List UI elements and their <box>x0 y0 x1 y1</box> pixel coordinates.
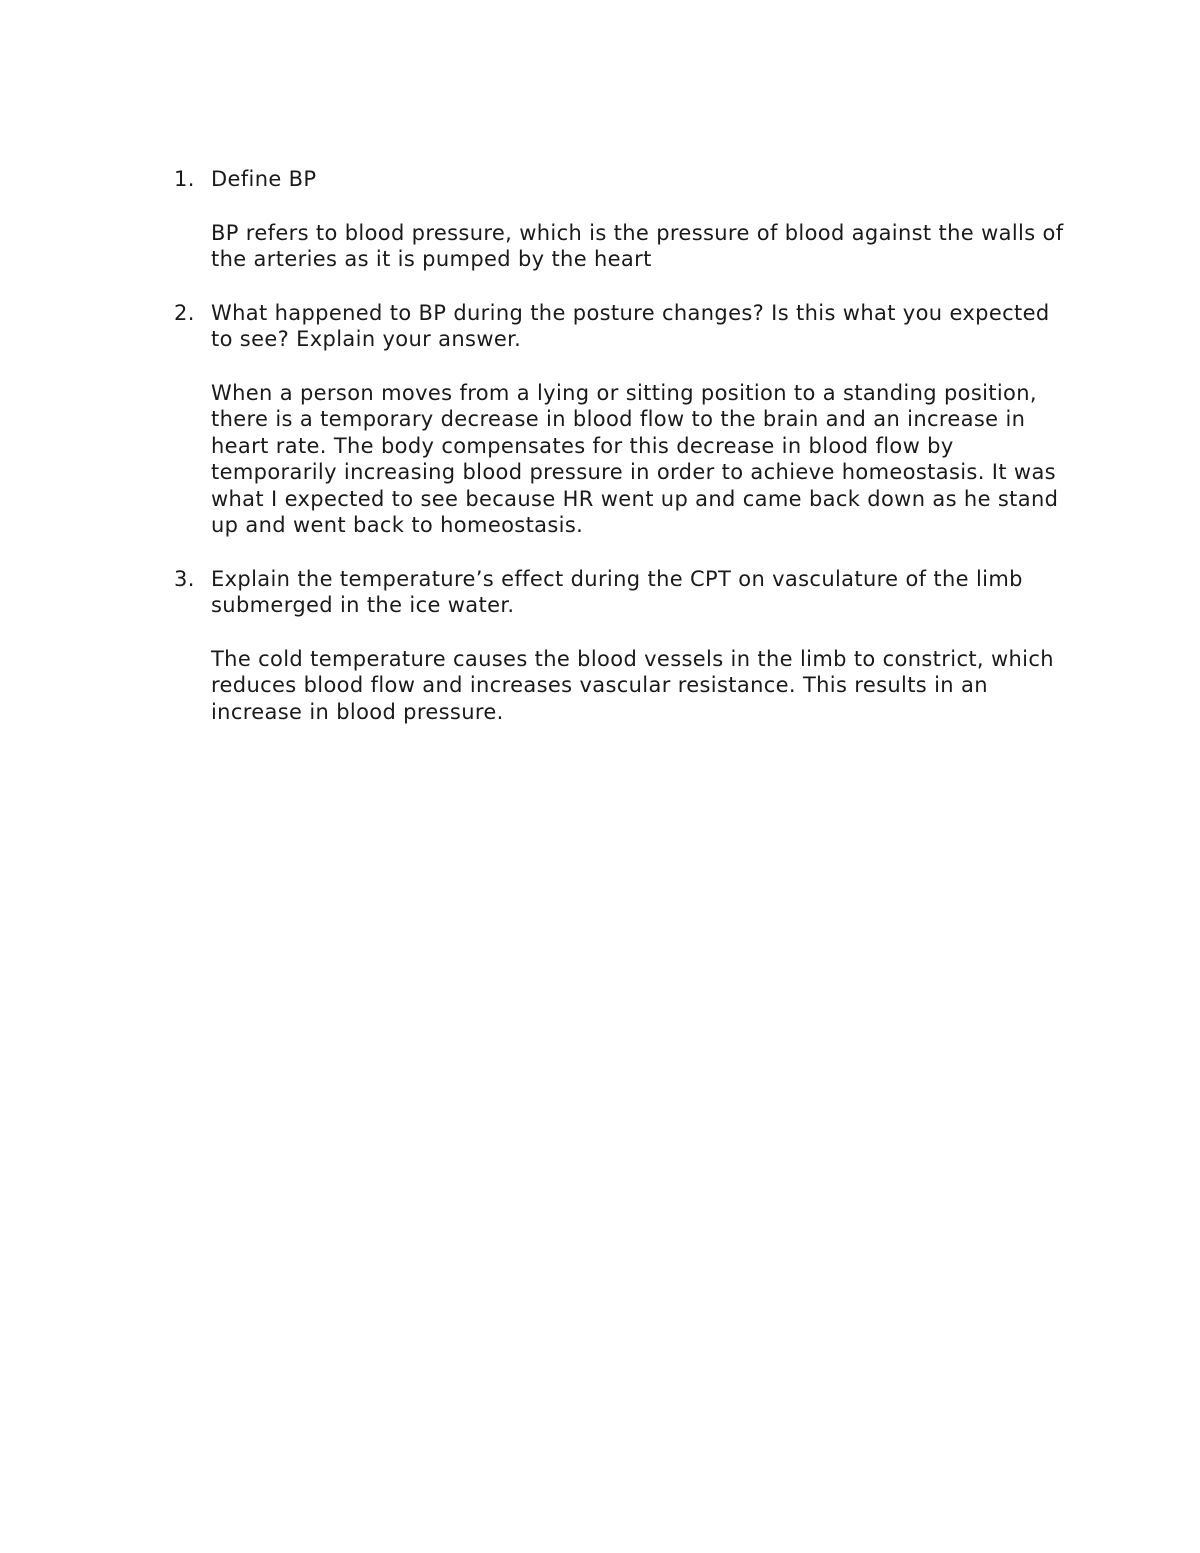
item-number: 2. <box>174 300 195 325</box>
question-text: Explain the temperature’s effect during the CPT on vasculature of the limb submerged in the ice water. <box>211 566 1023 617</box>
list-item-3 <box>174 566 1074 726</box>
list-item-2 <box>174 300 1074 539</box>
answer-text: The cold temperature causes the blood vessels in the limb to constrict, which reduces blood flow and increases vascular resistance. This results in an increase in blood pressure. <box>211 646 1054 724</box>
answer-text: BP refers to blood pressure, which is the pressure of blood against the walls of the arteries as it is pumped by the heart <box>211 220 1064 271</box>
question-text: Define BP <box>211 167 317 191</box>
item-number: 1. <box>174 167 195 191</box>
answer-text: When a person moves from a lying or sitting position to a standing position, there is a temporary decrease in blood flow to the brain and an increase in heart rate. The body compensates for this decrease in blood flow by temporarily increasing blood pressure in order to achieve homeostasis. It was what I expected to see because HR went up and came back down as he stand up and went back to homeostasis. <box>211 380 1059 537</box>
item-number: 3. <box>174 566 195 591</box>
numbered-question-list <box>174 166 1074 752</box>
list-item-1 <box>174 166 1074 273</box>
question-text: What happened to BP during the posture changes? Is this what you expected to see? Explain your answer. <box>211 300 1050 351</box>
